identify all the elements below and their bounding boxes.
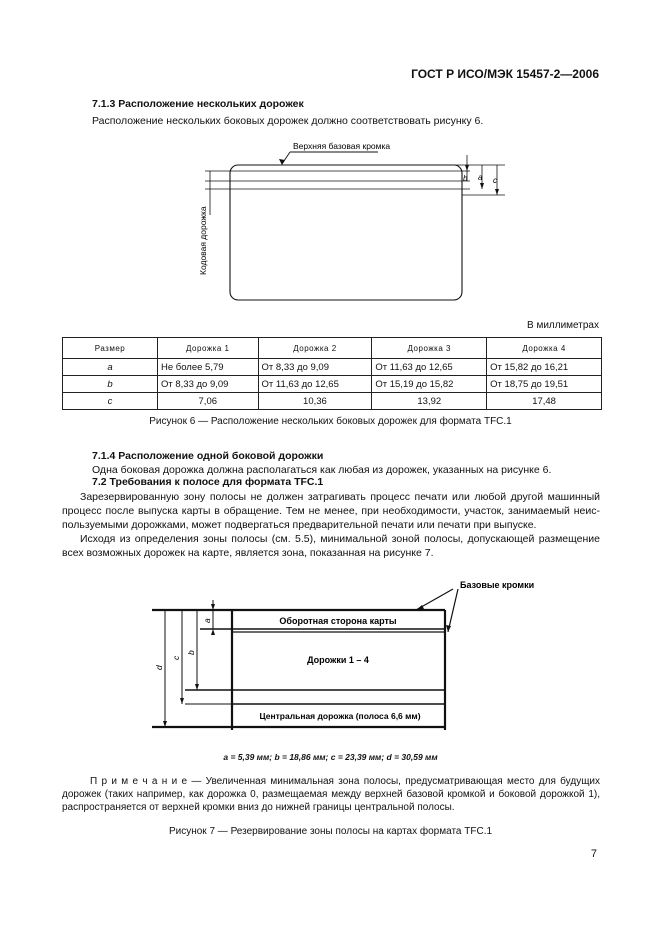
dim-c-label: c	[171, 655, 181, 660]
table-header-cell: Размер	[63, 338, 158, 359]
dim-a-label: a	[202, 618, 212, 623]
note	[62, 775, 600, 814]
page-number: 7	[590, 848, 597, 860]
table-cell: От 15,19 до 15,82	[372, 376, 487, 393]
table-row	[63, 359, 602, 376]
base-edges-label: Базовые кромки	[460, 580, 535, 590]
dim-b-label: b	[186, 650, 196, 655]
table-row	[63, 393, 602, 410]
figure-7-dimensions: a = 5,39 мм; b = 18,86 мм; c = 23,39 мм; d = 30,59 мм	[223, 752, 438, 762]
table-header-cell: Дорожка 2	[258, 338, 372, 359]
section-7-1-3-text: Расположение нескольких боковых дорожек должно соответствовать рисунку 6.	[92, 115, 484, 127]
table-cell: От 8,33 до 9,09	[258, 359, 372, 376]
card-outline	[230, 165, 462, 300]
figure-7-caption: Рисунок 7 — Резервирование зоны полосы на картах формата TFC.1	[168, 826, 493, 837]
table-cell: a	[63, 359, 158, 376]
code-track-label: Кодовая дорожка	[198, 206, 208, 275]
table-cell: 10,36	[258, 393, 372, 410]
table-cell: 13,92	[372, 393, 487, 410]
dim-b-label: b	[463, 174, 468, 183]
table-header-cell: Дорожка 3	[372, 338, 487, 359]
dim-d-label: d	[154, 665, 164, 670]
figure-6-caption: Рисунок 6 — Расположение нескольких боковых дорожек для формата TFC.1	[149, 416, 512, 427]
table-cell: От 18,75 до 19,51	[487, 376, 602, 393]
table-cell: От 8,33 до 9,09	[158, 376, 259, 393]
figure-7-diagram	[0, 570, 661, 755]
top-edge-label: Верхняя базовая кромка	[293, 141, 391, 151]
section-7-2-text	[62, 490, 600, 560]
central-track-label: Центральная дорожка (полоса 6,6 мм)	[259, 711, 421, 721]
note-prefix: П р и м е ч а н и е	[90, 776, 188, 787]
dim-c-label: c	[493, 176, 497, 185]
table-header-cell: Дорожка 4	[487, 338, 602, 359]
table-cell: 7,06	[158, 393, 259, 410]
units-label: В миллиметрах	[527, 320, 599, 331]
document-header: ГОСТ Р ИСО/МЭК 15457-2—2006	[411, 67, 599, 81]
section-7-1-4-heading: 7.1.4 Расположение одной боковой дорожки	[92, 450, 324, 462]
table-cell: 17,48	[487, 393, 602, 410]
back-side-label: Оборотная сторона карты	[279, 616, 397, 626]
table-header-row	[63, 338, 602, 359]
section-7-1-4-text: Одна боковая дорожка должна располагаться как любая из дорожек, указанных на рисунке 6.	[92, 464, 552, 476]
table-cell: От 11,63 до 12,65	[372, 359, 487, 376]
table-row	[63, 376, 602, 393]
dim-a-label: a	[478, 173, 483, 182]
dimensions-table	[62, 337, 602, 410]
table-cell: c	[63, 393, 158, 410]
section-7-2-heading: 7.2 Требования к полосе для формата TFC.1	[92, 476, 324, 488]
figure-6-diagram	[0, 0, 661, 330]
note-text: — Увеличенная минимальная зона полосы, предусматривающая место для будущих дорожек (таких например, как дорожка 0, размещаемая между верхней базовой кромкой и боковой дорожкой 1), распространяется от верхней кромки вниз до нижней границы центральной полосы.	[62, 776, 601, 813]
section-7-1-3-heading: 7.1.3 Расположение нескольких дорожек	[92, 98, 304, 110]
table-header-cell: Дорожка 1	[158, 338, 259, 359]
table-cell: От 11,63 до 12,65	[258, 376, 372, 393]
table-cell: b	[63, 376, 158, 393]
table-cell: От 15,82 до 16,21	[487, 359, 602, 376]
section-7-2-para-1: Зарезервированную зону полосы не должен затрагивать процесс печати или любой другой машинный процесс после выпуска карты в обращение. Тем не менее, при необходимости, участок, занимаемый неиспользуемыми дорожками, может подвергаться предварительной печати или печати при выпуске.	[62, 491, 600, 531]
section-7-2-para-2: Исходя из определения зоны полосы (см. 5.5), минимальной зоной полосы, допускающей размещение всех возможных дорожек на карте, является зона, показанная на рисунке 7.	[62, 533, 600, 559]
table-cell: Не более 5,79	[158, 359, 259, 376]
tracks-label: Дорожки 1 – 4	[307, 655, 369, 665]
